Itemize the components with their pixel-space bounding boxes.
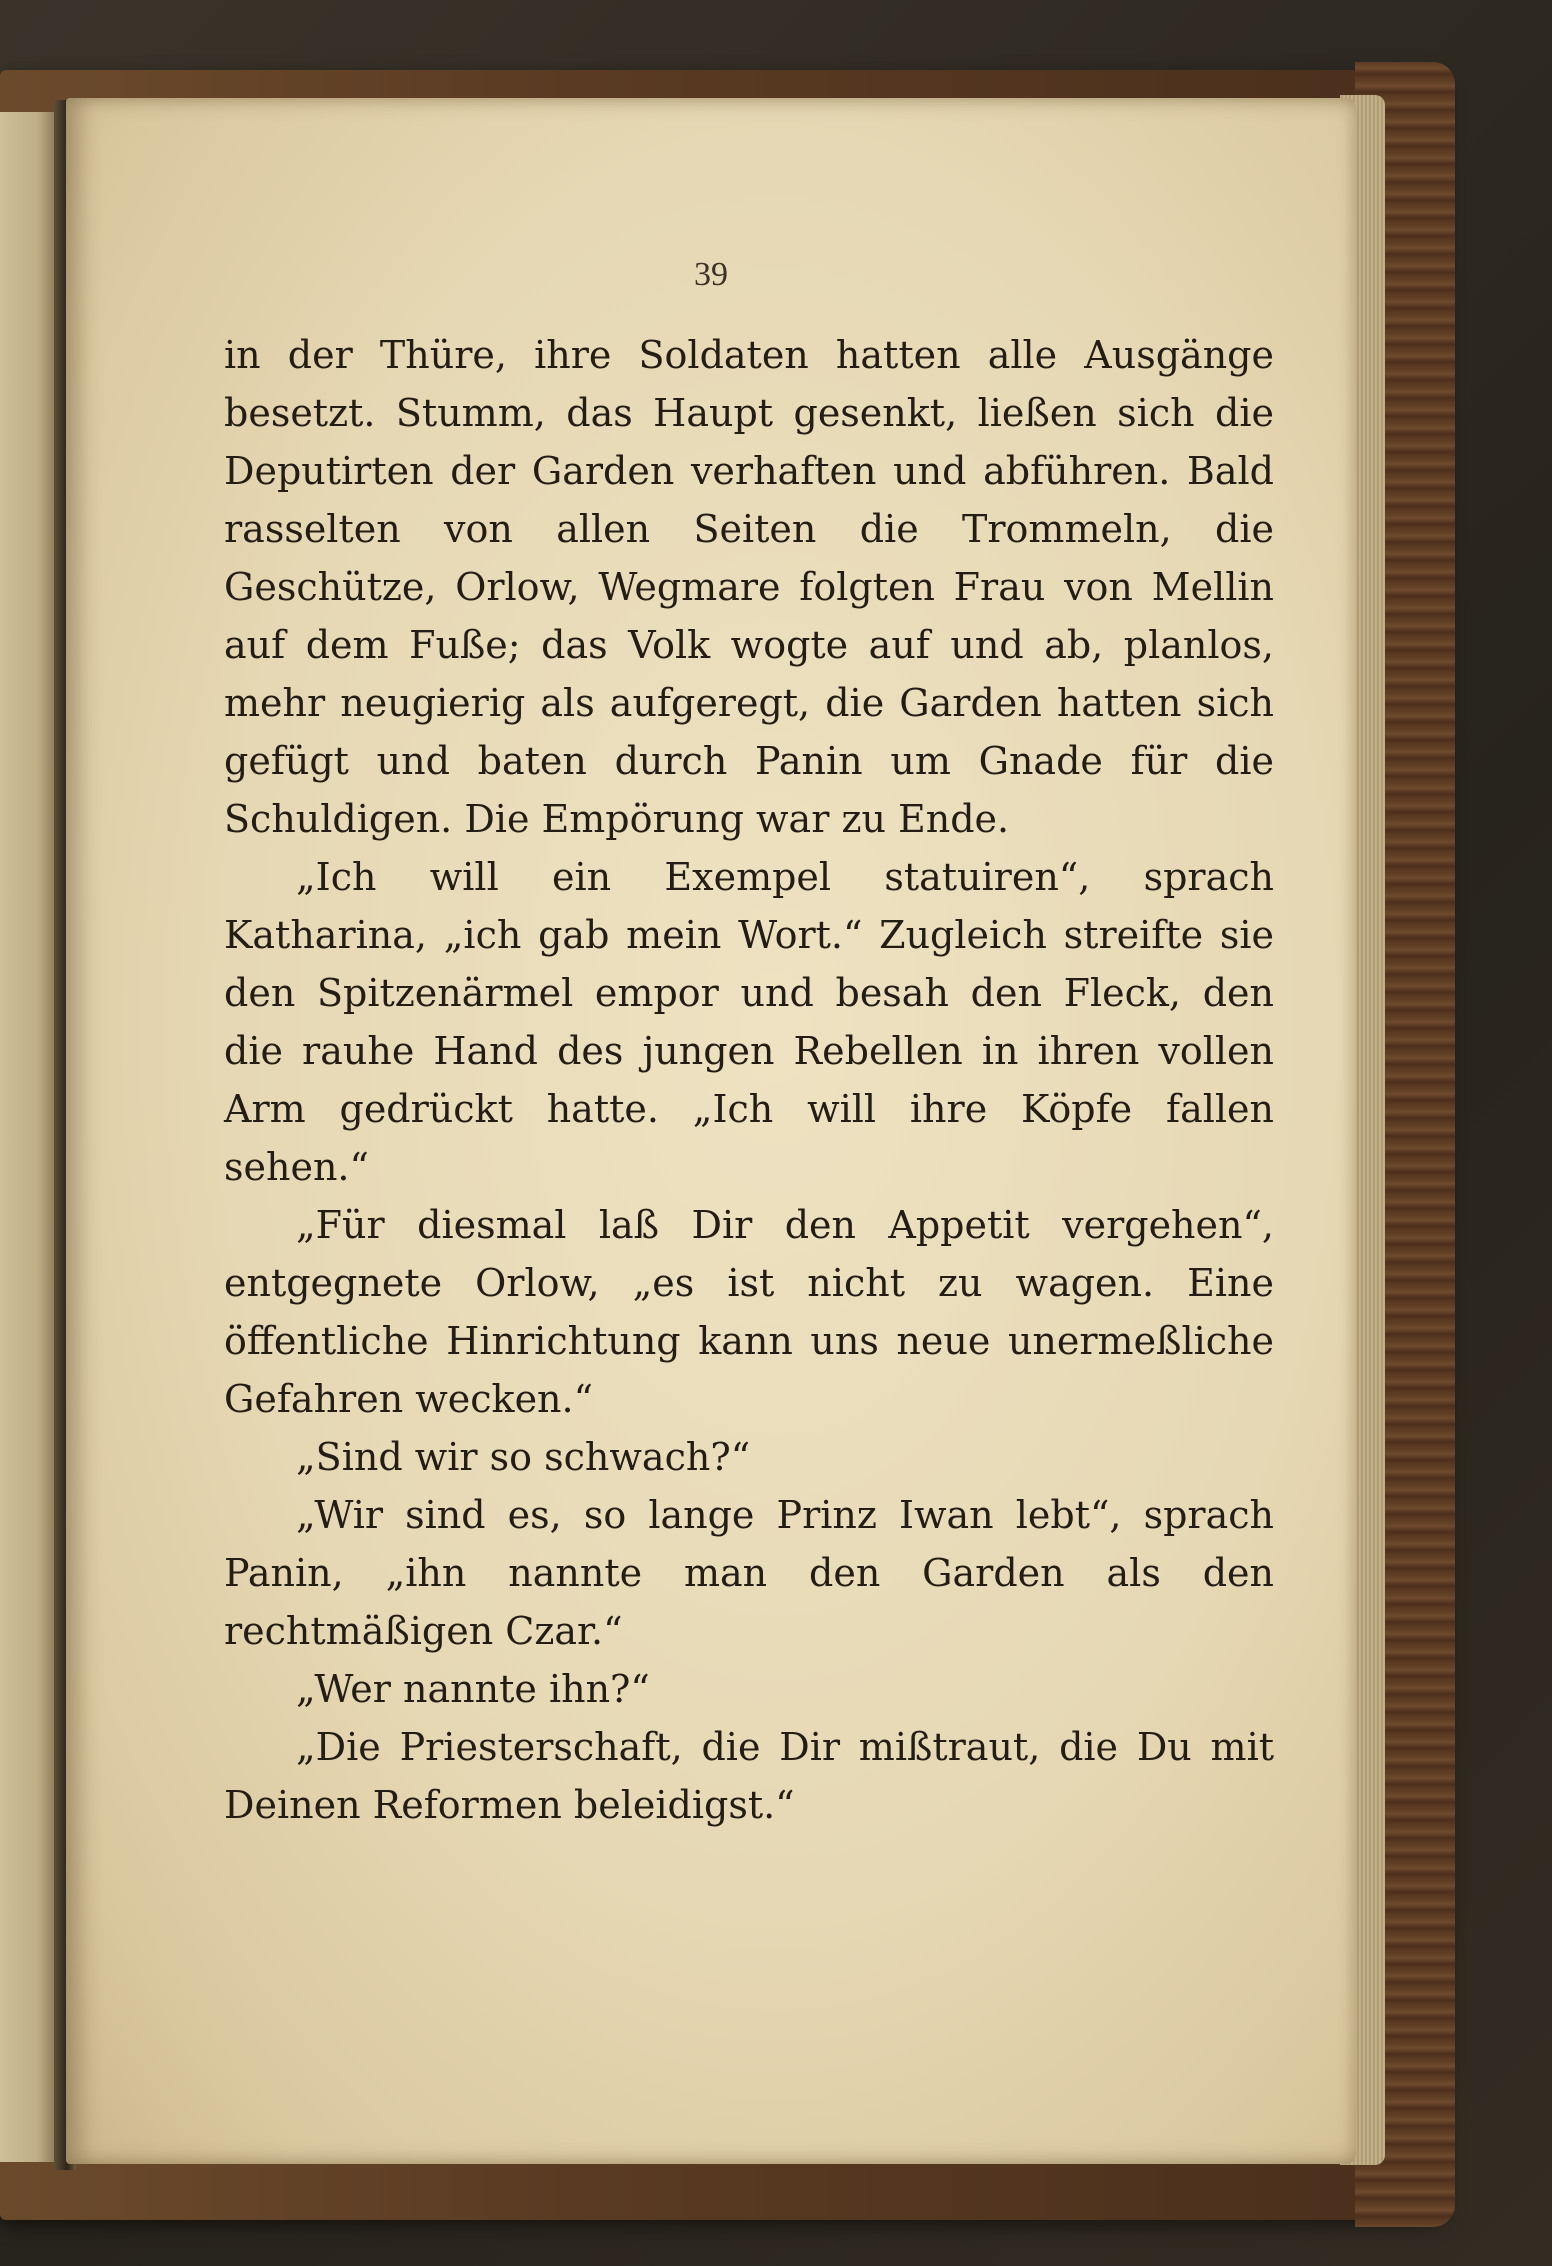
- paragraph-6: „Wer nannte ihn?“: [296, 1667, 650, 1711]
- paragraph-4: „Sind wir so schwach?“: [296, 1435, 751, 1479]
- page-text: [224, 326, 1274, 1834]
- paragraph-2: „Ich will ein Exempel statuiren“, sprach Katharina, „ich gab mein Wort.“ Zugleich streifte sie den Spitzenärmel empor und besah den Fleck, den die rauhe Hand des jungen Rebellen in ihren vollen Arm gedrückt hatte. „Ich will ihre Köpfe fallen sehen.“: [224, 855, 1274, 1189]
- paragraph-1: in der Thüre, ihre Soldaten hatten alle Ausgänge besetzt. Stumm, das Haupt gesenkt, ließen sich die Deputirten der Garden verhaften und abführen. Bald rasselten von allen Seiten die Trommeln, die Geschütze, Orlow, Wegmare folgten Frau von Mellin auf dem Fuße; das Volk wogte auf und ab, planlos, mehr neugierig als aufgeregt, die Garden hatten sich gefügt und baten durch Panin um Gnade für die Schuldigen. Die Empörung war zu Ende.: [224, 333, 1274, 841]
- book-page: [66, 98, 1356, 2164]
- page-number: 39: [694, 256, 728, 293]
- left-page-edge: [0, 112, 62, 2162]
- paragraph-3: „Für diesmal laß Dir den Appetit vergehen“, entgegnete Orlow, „es ist nicht zu wagen. Eine öffentliche Hinrichtung kann uns neue unermeßliche Gefahren wecken.“: [224, 1203, 1274, 1421]
- paragraph-5: „Wir sind es, so lange Prinz Iwan lebt“, sprach Panin, „ihn nannte man den Garden als den rechtmäßigen Czar.“: [224, 1493, 1274, 1653]
- paragraph-7: „Die Priesterschaft, die Dir mißtraut, die Du mit Deinen Reformen beleidigst.“: [224, 1725, 1274, 1827]
